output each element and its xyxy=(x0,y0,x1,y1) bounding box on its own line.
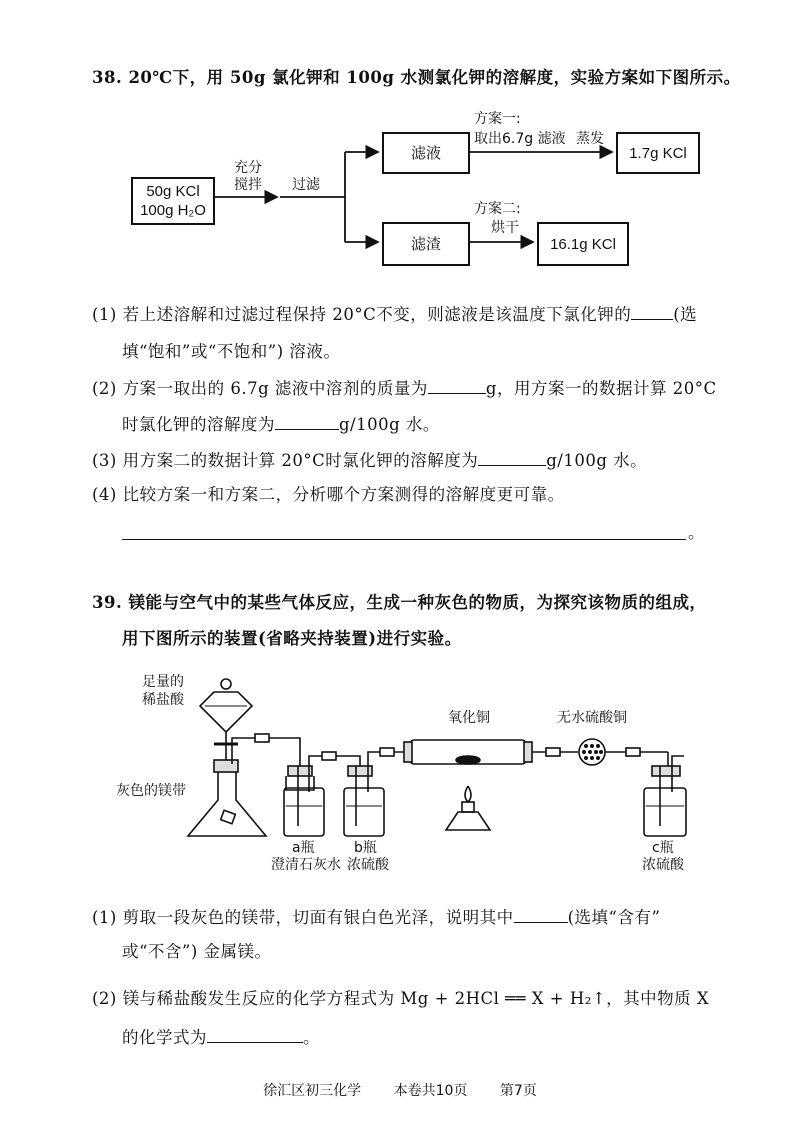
plan2-result-box: 16.1g KCl xyxy=(537,222,629,266)
funnel-stopper xyxy=(221,679,231,689)
bottle-a-content: 澄清石灰水 xyxy=(271,857,341,873)
filter-label: 过滤 xyxy=(292,177,320,193)
bottle-a-name: a瓶 xyxy=(292,840,315,856)
q38-part2-unit: g/100g 水。 xyxy=(339,415,440,434)
plan2-title: 方案二: xyxy=(474,201,521,217)
conical-flask xyxy=(188,772,266,836)
q38-part3-unit: g/100g 水。 xyxy=(546,451,648,470)
residue-box: 滤渣 xyxy=(382,222,470,266)
q38-stem: 38. 20℃下，用 50g 氯化钾和 100g 水测氯化钾的溶解度，实验方案如下图所示。 xyxy=(92,68,741,87)
footer-district: 徐汇区初三化学 xyxy=(263,1083,362,1099)
q39-part1-line2: 或“不含”) 金属镁。 xyxy=(122,942,272,961)
bottle-c-content: 浓硫酸 xyxy=(642,857,684,873)
bottle-c xyxy=(644,788,686,836)
lamp-flame xyxy=(465,786,471,802)
q38-part1-text: (1) 若上述溶解和过滤过程保持 20°C不变，则滤液是该温度下氯化钾的 xyxy=(92,305,632,324)
filtrate-box: 滤液 xyxy=(382,132,470,174)
plan2-step: 烘干 xyxy=(491,220,519,236)
q39-part1-line1 xyxy=(92,904,660,930)
acid-label-2: 稀盐酸 xyxy=(142,692,184,708)
footer-total-pages: 本卷共10页 xyxy=(393,1083,468,1099)
plan1-title: 方案一: xyxy=(474,111,521,127)
bottle-c-name: c瓶 xyxy=(652,840,674,856)
start-box-kcl: 50g KCl xyxy=(146,183,200,200)
cuo-label: 氧化铜 xyxy=(448,710,490,726)
plan1-evaporate: 蒸发 xyxy=(576,131,604,147)
stir-label-2: 搅拌 xyxy=(234,177,262,193)
bottle-b-name: b瓶 xyxy=(354,840,377,856)
plan1-step: 取出6.7g 滤液 xyxy=(474,131,566,147)
footer-page-number: 第7页 xyxy=(499,1083,537,1099)
page-footer xyxy=(0,1080,800,1100)
flask-stopper xyxy=(214,760,238,772)
start-box-water: 100g H₂O xyxy=(140,202,206,219)
copper-oxide xyxy=(456,756,480,764)
q38-part2-text: (2) 方案一取出的 6.7g 滤液中溶剂的质量为 xyxy=(92,379,428,398)
bottle-a xyxy=(284,788,324,836)
q39-stem-line1: 39. 镁能与空气中的某些气体反应，生成一种灰色的物质，为探究该物质的组成， xyxy=(92,593,707,612)
q39-part1-text: (1) 剪取一段灰色的镁带，切面有银白色光泽，说明其中 xyxy=(92,908,514,927)
q38-part2-text-cont: g，用方案一的数据计算 20°C xyxy=(485,379,717,398)
plan1-result-box: 1.7g KCl xyxy=(616,132,700,174)
q39-part2-period: 。 xyxy=(303,1028,320,1047)
q38-part3-text: (3) 用方案二的数据计算 20°C时氯化钾的溶解度为 xyxy=(92,451,479,470)
bottle-b xyxy=(344,788,384,836)
q39-part2-blank[interactable] xyxy=(207,1024,303,1043)
spirit-lamp xyxy=(446,812,490,830)
q38-part2-text-2: 时氯化钾的溶解度为 xyxy=(122,415,275,434)
bottle-b-content: 浓硫酸 xyxy=(347,857,389,873)
q38-part4: (4) 比较方案一和方案二，分析哪个方案测得的溶解度更可靠。 xyxy=(92,485,565,504)
magnesium-ribbon xyxy=(221,810,236,824)
q38-part4-period: 。 xyxy=(688,523,705,542)
cuso4-label: 无水硫酸铜 xyxy=(557,710,627,726)
mg-label: 灰色的镁带 xyxy=(116,783,186,799)
q39-part2-line2 xyxy=(122,1024,320,1050)
q39-part2-text: 的化学式为 xyxy=(122,1028,207,1047)
q39-part2-line1: (2) 镁与稀盐酸发生反应的化学方程式为 Mg + 2HCl ══ X + H₂↑，其中物质 X xyxy=(92,989,710,1008)
q39-part1-hint: (选填“含有” xyxy=(567,908,661,927)
acid-label-1: 足量的 xyxy=(142,674,184,690)
separatory-funnel xyxy=(200,692,252,732)
q39-part1-blank[interactable] xyxy=(514,904,568,923)
q39-stem-line2: 用下图所示的装置(省略夹持装置)进行实验。 xyxy=(122,629,462,648)
stir-label-1: 充分 xyxy=(234,160,262,176)
q38-part1-hint: (选 xyxy=(673,305,698,324)
q38-part1-line2: 填“饱和”或“不饱和”) 溶液。 xyxy=(122,342,341,361)
